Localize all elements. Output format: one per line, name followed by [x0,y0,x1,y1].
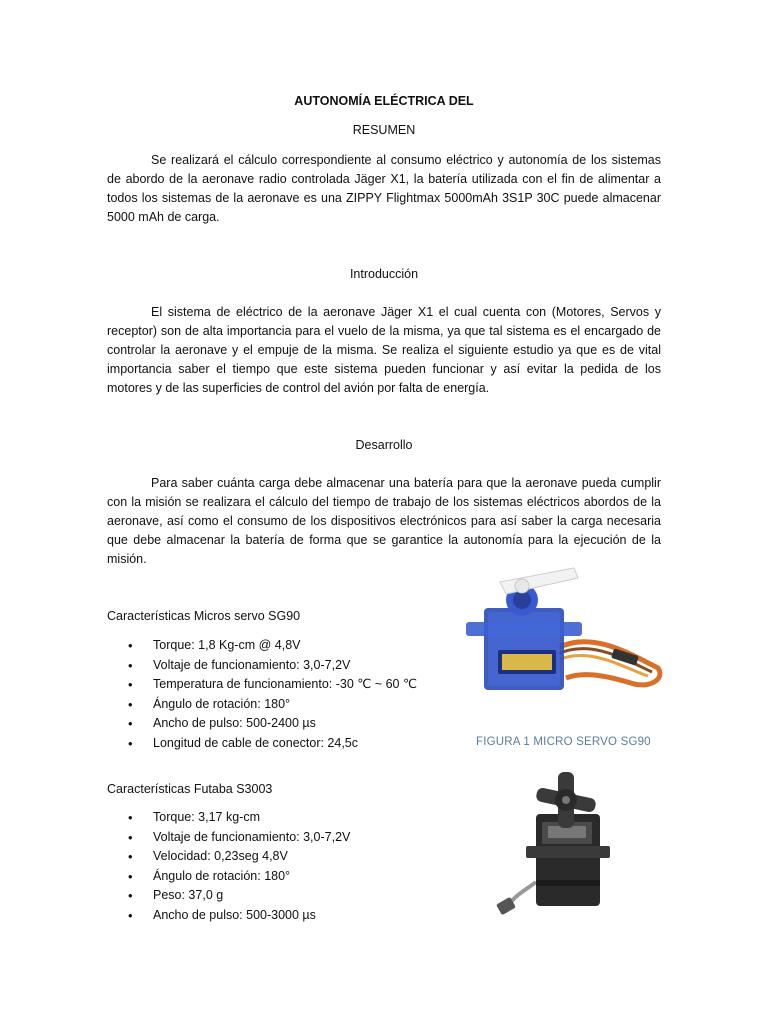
intro-paragraph [107,303,661,398]
list-item: • Longitud de cable de conector: 24,5c [107,734,417,754]
list-item: • Voltaje de funcionamiento: 3,0-7,2V [107,656,417,676]
figure-1-caption: FIGURA 1 MICRO SERVO SG90 [476,736,651,748]
intro-heading: Introducción [349,267,419,281]
futaba-heading: Características Futaba S3003 [107,782,273,796]
desarrollo-paragraph [107,474,661,569]
list-item: • Ancho de pulso: 500-3000 µs [107,906,350,926]
micro-servo-sg90-image [462,560,667,710]
desarrollo-text: Para saber cuánta carga debe almacenar una batería para que la aeronave pueda cumplir con la misión se realizara el cálculo del tiempo de trabajo de los sistemas eléctricos abordos de la aeronave, así como el consumo de los dispositivos electrónicos para así saber la carga necesaria que debe almacenar la batería de forma que se garantice la autonomía para la ejecución de la misión. [107,476,661,566]
list-item: • Torque: 1,8 Kg-cm @ 4,8V [107,636,417,656]
list-item: • Velocidad: 0,23seg 4,8V [107,847,350,867]
resumen-paragraph [107,151,661,227]
resumen-text: Se realizará el cálculo correspondiente al consumo eléctrico y autonomía de los sistemas de abordo de la aeronave radio controlada Jäger X1, la batería utilizada con el fin de alimentar a todos los sistemas de la aeronave es una ZIPPY Flightmax 5000mAh 3S1P 30C puede almacenar 5000 mAh de carga. [107,153,661,224]
desarrollo-heading: Desarrollo [355,438,413,452]
document-title: AUTONOMÍA ELÉCTRICA DEL [294,94,474,108]
list-item: • Ángulo de rotación: 180° [107,867,350,887]
list-item: • Torque: 3,17 kg-cm [107,808,350,828]
sg90-heading: Características Micros servo SG90 [107,609,301,623]
resumen-heading: RESUMEN [352,123,416,137]
list-item: • Peso: 37,0 g [107,886,350,906]
futaba-s3003-servo-image [496,770,626,920]
sg90-feature-list [107,636,417,753]
list-item: • Ángulo de rotación: 180° [107,695,417,715]
list-item: • Temperatura de funcionamiento: -30 ℃ ~ 60 ℃ [107,675,417,695]
list-item: • Ancho de pulso: 500-2400 µs [107,714,417,734]
futaba-feature-list [107,808,350,925]
list-item: • Voltaje de funcionamiento: 3,0-7,2V [107,828,350,848]
intro-text: El sistema de eléctrico de la aeronave Jäger X1 el cual cuenta con (Motores, Servos y receptor) son de alta importancia para el vuelo de la misma, ya que tal sistema es el encargado de controlar la aeronave y el empuje de la misma. Se realiza el siguiente estudio ya que es de vital importancia saber el tiempo que este sistema pueden funcionar y así evitar la pedida de los motores y de las superficies de control del avión por falta de energía. [107,305,661,395]
